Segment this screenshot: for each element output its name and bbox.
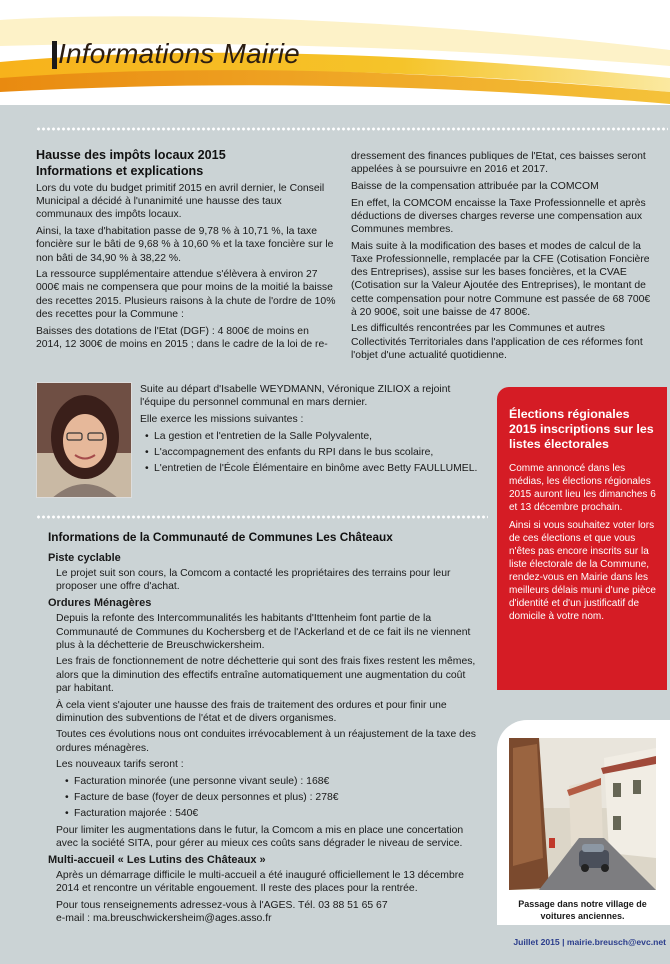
footer-credit: Juillet 2015 | mairie.breusch@evc.net bbox=[513, 937, 666, 947]
comcom-paragraph: Depuis la refonte des Intercommunalités les habitants d'Ittenheim font partie de la Communauté de Communes du Kochersberg et de l'Ackerland et de ce fait ils ne viennent plus à la déchetterie de Breuschwickersheim. bbox=[56, 613, 471, 651]
impots-article-right bbox=[351, 150, 656, 366]
impots-title: Hausse des impôts locaux 2015 bbox=[36, 148, 226, 162]
comcom-paragraph: Toutes ces évolutions nous ont conduites irrévocablement à un réajustement de la taxe des ordures ménagères. bbox=[56, 729, 476, 754]
list-item: • La gestion et l'entretien de la Salle Polyvalente, bbox=[154, 430, 485, 443]
elections-box bbox=[497, 387, 667, 690]
title-marker bbox=[52, 41, 57, 69]
elections-paragraph: Comme annoncé dans les médias, les élections régionales 2015 auront lieu les dimanches 6 et 13 décembre prochain. bbox=[509, 463, 656, 513]
impots-subtitle: Informations et explications bbox=[36, 163, 204, 178]
comcom-paragraph: Pour tous renseignements adressez-vous à l'AGES. Tél. 03 88 51 65 67 bbox=[56, 900, 388, 912]
list-item: • Facturation minorée (une personne vivant seule) : 168€ bbox=[74, 775, 476, 788]
comcom-article bbox=[48, 530, 476, 929]
ordures-heading: Ordures Ménagères bbox=[48, 597, 152, 610]
impots-paragraph: La ressource supplémentaire attendue s'élèvera à environ 27 000€ mais ne compensera que pour moins de la moitié la baisse des recettes 2015. Plusieurs raisons à la chute de l'ordre de 10% des recettes pour la Commune : bbox=[36, 269, 336, 320]
elections-title: Élections régionales 2015 inscriptions sur les listes électorales bbox=[509, 407, 654, 451]
comcom-paragraph: Les nouveaux tarifs seront : bbox=[56, 759, 184, 771]
list-item: • L'entretien de l'École Élémentaire en binôme avec Betty FAULLUMEL. bbox=[154, 462, 485, 475]
comcom-paragraph: Après un démarrage difficile le multi-accueil a été inauguré officiellement le 13 décembre 2014 et rencontre un véritable engouement. Il reste des places pour la rentrée. bbox=[56, 870, 464, 895]
village-photo bbox=[509, 738, 656, 890]
missions-list bbox=[140, 430, 485, 476]
personnel-article bbox=[140, 383, 485, 478]
list-item: • L'accompagnement des enfants du RPI dans le bus scolaire, bbox=[154, 446, 485, 459]
list-item: • Facturation majorée : 540€ bbox=[74, 807, 476, 820]
photo-caption: Passage dans notre village de voitures anciennes. bbox=[518, 899, 647, 921]
piste-heading: Piste cyclable bbox=[48, 551, 121, 564]
impots-paragraph: Baisses des dotations de l'Etat (DGF) : 4 800€ de moins en 2014, 12 300€ de moins en 2015 ; dans le cadre de la loi de re- bbox=[36, 325, 328, 350]
impots-article-left bbox=[36, 148, 337, 354]
header-banner bbox=[0, 0, 670, 105]
impots-paragraph: Ainsi, la taxe d'habitation passe de 9,78 % à 10,71 %, la taxe foncière sur le bâti de 9,68 % à 10,60 % et la taxe foncière sur le non bâti de 34,90 % à 38,22 %. bbox=[36, 226, 334, 264]
list-item: • Facture de base (foyer de deux personnes et plus) : 278€ bbox=[74, 791, 476, 804]
multiaccueil-heading: Multi-accueil « Les Lutins des Châteaux » bbox=[48, 854, 266, 867]
dotted-divider bbox=[36, 515, 488, 519]
personnel-paragraph: Elle exerce les missions suivantes : bbox=[140, 413, 304, 425]
comcom-paragraph: À cela vient s'ajouter une hausse des frais de traitement des ordures et pour finir une diminution des subventions de l'état et de divers organismes. bbox=[56, 699, 447, 724]
personnel-paragraph: Suite au départ d'Isabelle WEYDMANN, Véronique ZILIOX a rejoint l'équipe du personnel communal en mars dernier. bbox=[140, 384, 451, 409]
comcom-paragraph: Pour limiter les augmentations dans le futur, la Comcom a mis en place une concertation avec la société SITA, pour gérer au mieux ces coûts sans dégrader le niveau de service. bbox=[56, 824, 464, 849]
comcom-paragraph: Le projet suit son cours, la Comcom a contacté les propriétaires des terrains pour leur proposer une offre d'achat. bbox=[56, 567, 451, 592]
page-title: Informations Mairie bbox=[58, 38, 300, 69]
elections-paragraph: Ainsi si vous souhaitez voter lors de ces élections et que vous n'êtes pas encore inscrits sur la liste électorale de la Commune, rendez-vous en Mairie dans les meilleurs délais muni d'une pièce d'identité et d'un justificatif de domicile à votre nom. bbox=[509, 520, 656, 622]
dotted-divider bbox=[36, 127, 668, 131]
tarifs-list bbox=[48, 775, 476, 821]
impots-paragraph: Baisse de la compensation attribuée par la COMCOM bbox=[351, 180, 599, 192]
email-text: e-mail : ma.breuschwickersheim@ages.asso.fr bbox=[56, 913, 272, 925]
impots-paragraph: dressement des finances publiques de l'Etat, ces baisses seront appelées à se poursuivre en 2016 et 2017. bbox=[351, 151, 646, 176]
impots-paragraph: Les difficultés rencontrées par les Communes et autres Collectivités Territoriales dans l'application de ces réformes font l'objet d'une actualité quotidienne. bbox=[351, 323, 643, 361]
comcom-paragraph: Les frais de fonctionnement de notre déchetterie qui sont des frais fixes restent les mêmes, alors que la diminution des effectifs entraîne automatiquement une augmentation du coût par habitant. bbox=[56, 656, 476, 694]
impots-paragraph: Mais suite à la modification des bases et modes de calcul de la Taxe Professionnelle, remplacée par la CFE (Cotisation Foncière des Entreprises), assise sur les bases foncières, et la CVAE (Cotisation sur la Valeur Ajoutée des Entreprises), le montant de cette compensation pour notre Commune est passée de 68 700€ à 20 900€, soit une baisse de 47 800€. bbox=[351, 240, 651, 318]
impots-paragraph: En effet, la COMCOM encaisse la Taxe Professionnelle et après déductions de diverses charges reverse une compensation aux Communes membres. bbox=[351, 197, 646, 236]
comcom-title: Informations de la Communauté de Communes Les Châteaux bbox=[48, 530, 393, 544]
staff-photo bbox=[36, 382, 132, 498]
impots-paragraph: Lors du vote du budget primitif 2015 en avril dernier, le Conseil Municipal a décidé à l'unanimité une hausse des taux communaux des impôts locaux. bbox=[36, 183, 325, 221]
